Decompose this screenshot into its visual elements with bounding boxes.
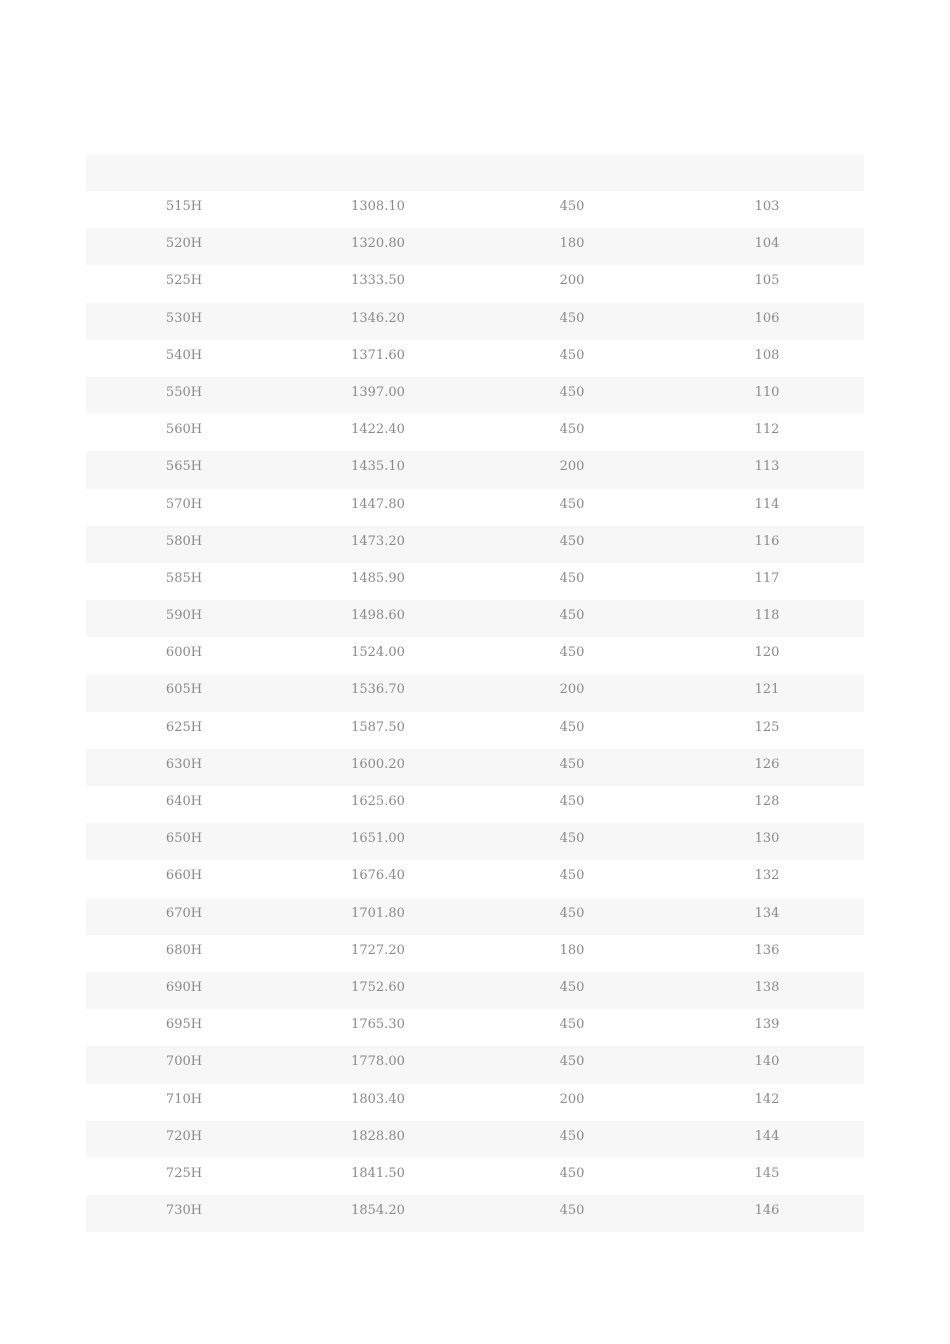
- table-header-band: [86, 154, 864, 191]
- table-row: [86, 191, 864, 228]
- table-cell: 450: [559, 756, 585, 772]
- table-cell: 530H: [165, 310, 203, 326]
- table-cell: 1371.60: [351, 347, 405, 363]
- table-cell: 1828.80: [351, 1128, 405, 1144]
- table-cell: 180: [559, 942, 585, 958]
- table-cell: 1536.70: [351, 682, 405, 698]
- table-cell: 450: [559, 1128, 585, 1144]
- table-cell: 450: [559, 794, 585, 809]
- table-cell: 1333.50: [351, 273, 405, 289]
- table-row: [86, 972, 864, 1009]
- table-row: [86, 414, 864, 451]
- table-cell: 1447.80: [351, 496, 405, 512]
- table-cell: 134: [754, 905, 780, 921]
- table-cell: 695H: [165, 1017, 203, 1033]
- table-row: [86, 526, 864, 563]
- table-cell: 450: [559, 831, 585, 847]
- table-cell: 520H: [165, 236, 203, 252]
- table-cell: 1727.20: [351, 942, 405, 958]
- table-cell: 590H: [165, 608, 203, 624]
- table-row: [86, 1046, 864, 1083]
- table-cell: 1587.50: [351, 719, 405, 735]
- table-row: [86, 1158, 864, 1195]
- table-cell: 132: [754, 868, 780, 884]
- table-body: [86, 191, 864, 1232]
- table-cell: 106: [754, 310, 780, 326]
- table-row: [86, 749, 864, 786]
- table-cell: 112: [754, 422, 780, 438]
- table-cell: 142: [754, 1091, 780, 1107]
- table-cell: 1308.10: [351, 199, 405, 214]
- table-cell: 450: [559, 1017, 585, 1033]
- table-cell: 1854.20: [351, 1203, 405, 1219]
- table-row: [86, 377, 864, 414]
- table-cell: 1752.60: [351, 979, 405, 995]
- table-cell: 116: [754, 533, 780, 549]
- table-cell: 450: [559, 199, 585, 214]
- table-cell: 1473.20: [351, 533, 405, 549]
- table-cell: 105: [754, 273, 780, 289]
- table-cell: 450: [559, 979, 585, 995]
- table-row: [86, 451, 864, 488]
- table-cell: 114: [754, 496, 780, 512]
- table-cell: 1346.20: [351, 310, 405, 326]
- table-row: [86, 1195, 864, 1232]
- table-cell: 450: [559, 905, 585, 921]
- table-cell: 145: [754, 1165, 780, 1181]
- table-row: [86, 1084, 864, 1121]
- table-cell: 1485.90: [351, 570, 405, 586]
- table-cell: 1651.00: [351, 831, 405, 847]
- table-cell: 450: [559, 496, 585, 512]
- table-cell: 450: [559, 422, 585, 438]
- table-cell: 136: [754, 942, 780, 958]
- table-cell: 1524.00: [351, 645, 405, 661]
- table-cell: 515H: [165, 199, 203, 214]
- table-cell: 1600.20: [351, 756, 405, 772]
- table-cell: 113: [754, 459, 780, 475]
- table-cell: 450: [559, 645, 585, 661]
- table-row: [86, 489, 864, 526]
- table-cell: 605H: [165, 682, 203, 698]
- table-row: [86, 935, 864, 972]
- table-row: [86, 563, 864, 600]
- table-cell: 585H: [165, 570, 203, 586]
- table-row: [86, 303, 864, 340]
- table-cell: 640H: [165, 794, 203, 809]
- table-cell: 140: [754, 1054, 780, 1070]
- table-cell: 540H: [165, 347, 203, 363]
- table-cell: 630H: [165, 756, 203, 772]
- table-cell: 138: [754, 979, 780, 995]
- table-row: [86, 823, 864, 860]
- table-cell: 1701.80: [351, 905, 405, 921]
- table-cell: 110: [754, 384, 780, 400]
- table-cell: 580H: [165, 533, 203, 549]
- table-cell: 200: [559, 273, 585, 289]
- table-cell: 730H: [165, 1203, 203, 1219]
- data-table: [86, 154, 864, 1232]
- table-cell: 625H: [165, 719, 203, 735]
- table-cell: 450: [559, 570, 585, 586]
- table-cell: 103: [754, 199, 780, 214]
- table-cell: 1841.50: [351, 1165, 405, 1181]
- table-cell: 104: [754, 236, 780, 252]
- table-cell: 450: [559, 1054, 585, 1070]
- table-cell: 117: [754, 570, 780, 586]
- table-cell: 200: [559, 1091, 585, 1107]
- table-cell: 200: [559, 682, 585, 698]
- table-cell: 450: [559, 533, 585, 549]
- table-cell: 690H: [165, 979, 203, 995]
- table-cell: 450: [559, 310, 585, 326]
- table-cell: 450: [559, 868, 585, 884]
- table-cell: 1625.60: [351, 794, 405, 809]
- table-cell: 570H: [165, 496, 203, 512]
- table-cell: 200: [559, 459, 585, 475]
- table-cell: 450: [559, 719, 585, 735]
- table-cell: 108: [754, 347, 780, 363]
- table-cell: 121: [754, 682, 780, 698]
- table-row: [86, 786, 864, 823]
- table-cell: 700H: [165, 1054, 203, 1070]
- table-cell: 1422.40: [351, 422, 405, 438]
- table-cell: 725H: [165, 1165, 203, 1181]
- table-cell: 680H: [165, 942, 203, 958]
- table-cell: 670H: [165, 905, 203, 921]
- table-cell: 118: [754, 608, 780, 624]
- table-row: [86, 898, 864, 935]
- table-cell: 600H: [165, 645, 203, 661]
- table-row: [86, 1121, 864, 1158]
- table-cell: 560H: [165, 422, 203, 438]
- table-cell: 550H: [165, 384, 203, 400]
- table-cell: 1498.60: [351, 608, 405, 624]
- table-row: [86, 340, 864, 377]
- table-cell: 1397.00: [351, 384, 405, 400]
- table-cell: 1676.40: [351, 868, 405, 884]
- table-cell: 1435.10: [351, 459, 405, 475]
- table-cell: 1803.40: [351, 1091, 405, 1107]
- table-cell: 144: [754, 1128, 780, 1144]
- table-row: [86, 1009, 864, 1046]
- table-row: [86, 228, 864, 265]
- table-row: [86, 674, 864, 711]
- table-cell: 450: [559, 1165, 585, 1181]
- table-cell: 128: [754, 794, 780, 809]
- table-cell: 120: [754, 645, 780, 661]
- table-cell: 130: [754, 831, 780, 847]
- table-cell: 565H: [165, 459, 203, 475]
- table-row: [86, 637, 864, 674]
- table-cell: 525H: [165, 273, 203, 289]
- table-cell: 1765.30: [351, 1017, 405, 1033]
- table-cell: 139: [754, 1017, 780, 1033]
- table-cell: 450: [559, 347, 585, 363]
- table-cell: 1778.00: [351, 1054, 405, 1070]
- table-row: [86, 265, 864, 302]
- table-cell: 720H: [165, 1128, 203, 1144]
- table-cell: 450: [559, 1203, 585, 1219]
- table-cell: 710H: [165, 1091, 203, 1107]
- table-cell: 660H: [165, 868, 203, 884]
- table-cell: 1320.80: [351, 236, 405, 252]
- table-row: [86, 712, 864, 749]
- table-row: [86, 860, 864, 897]
- table-row: [86, 600, 864, 637]
- table-cell: 126: [754, 756, 780, 772]
- table-cell: 650H: [165, 831, 203, 847]
- table-cell: 125: [754, 719, 780, 735]
- table-cell: 450: [559, 384, 585, 400]
- table-cell: 146: [754, 1203, 780, 1219]
- table-cell: 450: [559, 608, 585, 624]
- table-cell: 180: [559, 236, 585, 252]
